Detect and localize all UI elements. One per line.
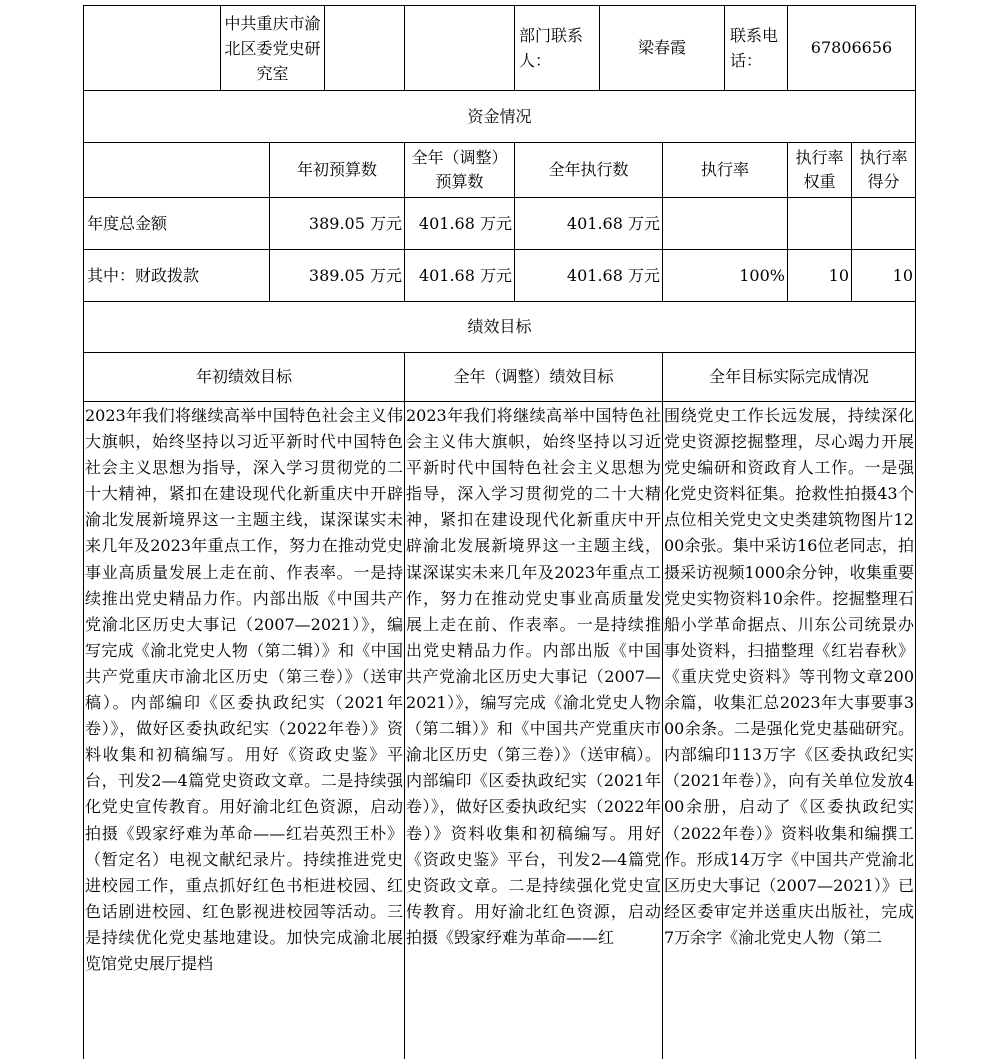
col-initial-goal: 年初绩效目标 — [195, 367, 292, 387]
rule-right-edge — [915, 5, 916, 1059]
table-cell-weight: 10 — [828, 265, 849, 285]
col-rate-weight: 执行率权重 — [795, 148, 844, 191]
table-cell-rate: 100% — [739, 265, 785, 285]
initial-goal-text: 2023年我们将继续高举中国特色社会主义伟大旗帜，始终坚持以习近平新时代中国特色社会主义思想为指导，深入学习贯彻党的二十大精神，紧扣在建设现代化新重庆中开辟渝北发展新境界这一主题主线，谋深谋实未来几年及2023年重点工作，努力在推动党史事业高质量发展上走在前、作表率。一是持续推出党史精品力作。内部出版《中国共产党渝北区历史大事记（2007—2021）》，编写完成《渝北党史人物（第二辑）》和《中国共产党重庆市渝北区历史（第三卷）》（送审稿）。内部编印《区委执政纪实（2021年卷）》，做好区委执政纪实（2022年卷）》资料收集和初稿编写。用好《资政史鉴》平台，刊发2—4篇党史资政文章。二是持续强化党史宣传教育。用好渝北红色资源，启动拍摄《毁家纾难为革命——红岩英烈王朴》（暂定名）电视文献纪录片。持续推进党史进校园工作，重点抓好红色书柜进校园、红色话剧进校园、红色影视进校园等活动。三是持续优化党史基地建设。加快完成渝北展览馆党史展厅提档 — [85, 406, 403, 973]
table-cell-rate — [663, 198, 787, 249]
table-cell-adjusted: 401.68 万元 — [418, 265, 512, 285]
contact-phone: 67806656 — [810, 38, 893, 58]
col-adjusted-budget: 全年（调整）预算数 — [411, 148, 508, 191]
table-cell-score — [852, 198, 915, 249]
col-actual-completion: 全年目标实际完成情况 — [708, 367, 869, 387]
table-cell-initial: 389.05 万元 — [308, 265, 402, 285]
actual-completion-text: 围绕党史工作长远发展，持续深化党史资源挖掘整理，尽心竭力开展党史编研和资政育人工作。一是强化党史资料征集。抢救性拍摄43个点位相关党史文史类建筑物图片1200余张。集中采访16位老同志，拍摄采访视频1000余分钟，收集重要党史实物资料10余件。挖掘整理石船小学革命据点、川东公司统景办事处资料，扫描整理《红岩春秋》《重庆党史资料》等刊物文章200余篇，收集汇总2023年大事要事300余条。二是强化党史基础研究。内部编印113万字《区委执政纪实（2021年卷）》，向有关单位发放400余册，启动了《区委执政纪实（2022年卷）》资料收集和编撰工作。形成14万字《中国共产党渝北区历史大事记（2007—2021）》已经区委审定并送重庆出版社，完成7万余字《渝北党史人物（第二 — [664, 406, 914, 947]
funding-section-title: 资金情况 — [467, 106, 532, 126]
col-executed: 全年执行数 — [548, 160, 629, 180]
rule-header-v2 — [324, 5, 325, 90]
phone-label: 联系电话： — [730, 26, 779, 70]
table-cell-initial: 389.05 万元 — [308, 213, 402, 233]
table-cell-executed: 401.68 万元 — [566, 213, 660, 233]
table-cell-score: 10 — [892, 265, 913, 285]
col-initial-budget: 年初预算数 — [296, 160, 377, 180]
rule-perf-columns-bottom — [83, 401, 916, 402]
contact-name: 梁春霞 — [637, 38, 686, 58]
performance-section-title: 绩效目标 — [467, 317, 532, 337]
contact-label: 部门联系人： — [519, 26, 584, 70]
table-cell-adjusted: 401.68 万元 — [418, 213, 512, 233]
funding-table — [83, 5, 916, 1059]
department-name: 中共重庆市渝北区委党史研究室 — [224, 13, 321, 83]
table-cell-executed: 401.68 万元 — [566, 265, 660, 285]
table-row-label: 年度总金额 — [87, 213, 168, 233]
col-rate-score: 执行率得分 — [859, 148, 908, 191]
table-row-label: 其中：财政拨款 — [87, 265, 200, 285]
col-adjusted-goal: 全年（调整）绩效目标 — [453, 367, 614, 387]
rule-header-v3 — [404, 5, 405, 90]
table-cell-weight — [788, 198, 851, 249]
col-execution-rate: 执行率 — [700, 160, 749, 180]
adjusted-goal-text: 2023年我们将继续高举中国特色社会主义伟大旗帜，始终坚持以习近平新时代中国特色社会主义思想为指导，深入学习贯彻党的二十大精神，紧扣在建设现代化新重庆中开辟渝北发展新境界这一主题主线，谋深谋实未来几年及2023年重点工作，努力在推动党史事业高质量发展上走在前、作表率。一是持续推出党史精品力作。内部出版《中国共产党渝北区历史大事记（2007—2021）》，编写完成《渝北党史人物（第二辑）》和《中国共产党重庆市渝北区历史（第三卷）》（送审稿）。内部编印《区委执政纪实（2021年卷）》，做好区委执政纪实（2022年卷）》资料收集和初稿编写。用好《资政史鉴》平台，刊发2—4篇党史资政文章。二是持续强化党史宣传教育。用好渝北红色资源，启动拍摄《毁家纾难为革命——红 — [406, 406, 661, 947]
